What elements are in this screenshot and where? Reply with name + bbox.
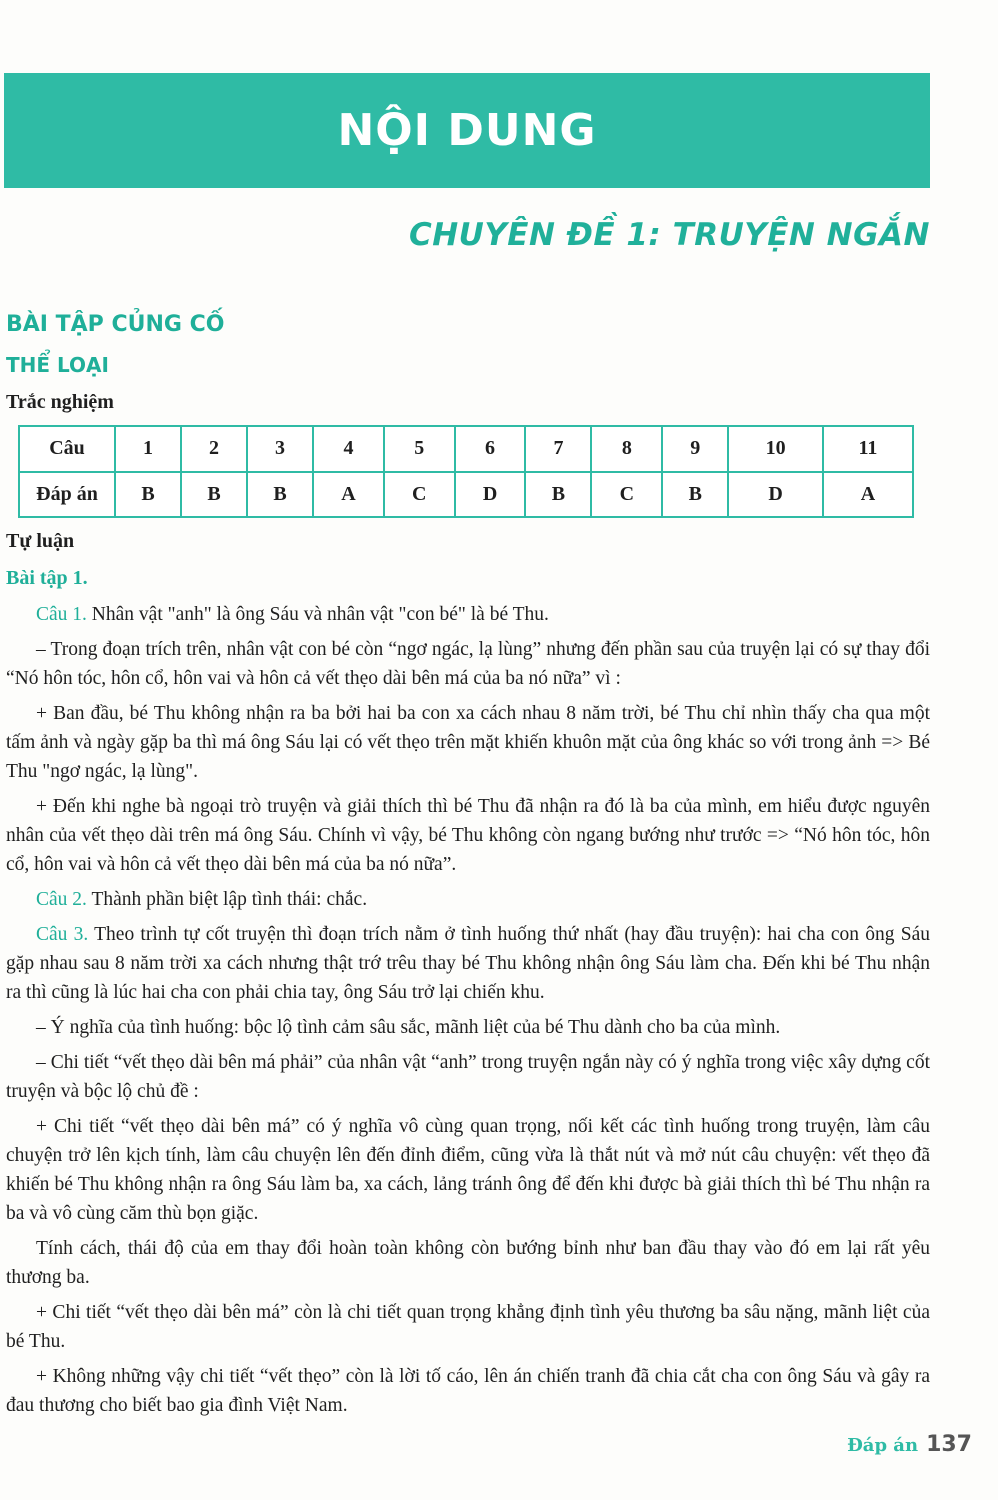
title-banner: [4, 73, 930, 188]
row-label-question: Câu: [19, 426, 115, 472]
question-cell: 5: [384, 426, 455, 472]
answer-cell: C: [591, 472, 662, 518]
question-label: Câu 1.: [36, 604, 87, 625]
paragraph: [6, 1234, 930, 1292]
paragraph-text: – Ý nghĩa của tình huống: bộc lộ tình cảm sâu sắc, mãnh liệt của bé Thu dành cho ba của mình.: [36, 1017, 781, 1038]
answer-cell: A: [823, 472, 913, 518]
question-cell: 8: [591, 426, 662, 472]
essay-heading: Tự luận: [6, 530, 75, 552]
answer-cell: B: [662, 472, 728, 518]
subsection-title: THỂ LOẠI: [6, 353, 109, 377]
paragraph: [6, 1048, 930, 1106]
paragraph-text: Tính cách, thái độ của em thay đổi hoàn toàn không còn bướng bỉnh như ban đầu thay vào đó em lại rất yêu thương ba.: [6, 1238, 930, 1288]
page-title: NỘI DUNG: [337, 105, 597, 156]
answer-body: [6, 600, 930, 1426]
paragraph-text: – Chi tiết “vết thẹo dài bên má phải” của nhân vật “anh” trong truyện ngắn này có ý nghĩa trong việc xây dựng cốt truyện và bộc lộ chủ đề :: [6, 1052, 930, 1102]
question-cell: 3: [247, 426, 313, 472]
question-label: Câu 2.: [36, 889, 87, 910]
question-label: Câu 3.: [36, 924, 89, 945]
row-label-answer: Đáp án: [19, 472, 115, 518]
answer-cell: B: [181, 472, 247, 518]
paragraph-text: + Không những vậy chi tiết “vết thẹo” còn là lời tố cáo, lên án chiến tranh đã chia cắt cha con ông Sáu và gây ra đau thương cho biết bao gia đình Việt Nam.: [6, 1366, 930, 1416]
paragraph-text: + Chi tiết “vết thẹo dài bên má” có ý nghĩa vô cùng quan trọng, nối kết các tình huống trong truyện, làm câu chuyện trở lên kịch tính, làm câu chuyện lên đến đỉnh điểm, cũng vừa là thắt nút và mở nút câu chuyện: vết thẹo đã khiến bé Thu không nhận ra ông Sáu làm ba, xa cách, lảng tránh ông để đến khi được bà giải thích thì bé Thu nhận ra ba và vô cùng căm thù bọn giặc.: [6, 1116, 930, 1224]
paragraph: [6, 792, 930, 879]
answer-cell: A: [313, 472, 384, 518]
paragraph-text: + Ban đầu, bé Thu không nhận ra ba bởi hai ba con xa cách nhau 8 năm trời, bé Thu chỉ nhìn thấy cha qua một tấm ảnh và ngày gặp ba thì má ông Sáu lại có vết thẹo trên mặt khiến khuôn mặt của ông khác so với trong ảnh => Bé Thu "ngơ ngác, lạ lùng".: [6, 703, 930, 782]
question-cell: 2: [181, 426, 247, 472]
paragraph: [6, 1362, 930, 1420]
paragraph: [6, 1298, 930, 1356]
paragraph-text: – Trong đoạn trích trên, nhân vật con bé còn “ngơ ngác, lạ lùng” nhưng đến phần sau của truyện lại có sự thay đổi “Nó hôn tóc, hôn cổ, hôn vai và hôn cả vết thẹo dài bên má của ba nó nữa” vì :: [6, 639, 930, 689]
page-number: 137: [926, 1432, 972, 1457]
paragraph: [6, 699, 930, 786]
question-row: [19, 426, 913, 472]
answer-cell: C: [384, 472, 455, 518]
paragraph: [6, 885, 930, 914]
paragraph-text: + Chi tiết “vết thẹo dài bên má” còn là chi tiết quan trọng khẳng định tình yêu thương ba sâu nặng, mãnh liệt của bé Thu.: [6, 1302, 930, 1352]
chapter-title: CHUYÊN ĐỀ 1: TRUYỆN NGẮN: [408, 217, 930, 253]
paragraph: [6, 1013, 930, 1042]
answer-table: [18, 425, 914, 518]
question-cell: 7: [525, 426, 591, 472]
paragraph: [6, 920, 930, 1007]
mc-heading: Trắc nghiệm: [6, 391, 114, 413]
section-title: BÀI TẬP CỦNG CỐ: [6, 312, 225, 337]
exercise-title: Bài tập 1.: [6, 567, 88, 589]
question-cell: 6: [455, 426, 526, 472]
answer-cell: D: [728, 472, 823, 518]
answer-cell: B: [115, 472, 181, 518]
paragraph-text: Theo trình tự cốt truyện thì đoạn trích nằm ở tình huống thứ nhất (hay đầu truyện): hai cha con ông Sáu gặp nhau sau 8 năm trời xa cách nhưng thật trớ trêu thay bé Thu không nhận ông Sáu làm cha. Đến khi bé Thu nhận ra thì cũng là lúc hai cha con phải chia tay, ông Sáu trở lại chiến khu.: [6, 924, 930, 1003]
paragraph-text: + Đến khi nghe bà ngoại trò truyện và giải thích thì bé Thu đã nhận ra đó là ba của mình, em hiểu được nguyên nhân của vết thẹo dài trên má ông Sáu. Chính vì vậy, bé Thu không còn ngang bướng như trước => “Nó hôn tóc, hôn cổ, hôn vai và hôn cả vết thẹo dài bên má của ba nó nữa”.: [6, 796, 930, 875]
page-footer: [847, 1432, 972, 1457]
answer-row: [19, 472, 913, 518]
paragraph-text: Thành phần biệt lập tình thái: chắc.: [86, 889, 368, 910]
answer-cell: B: [525, 472, 591, 518]
paragraph: [6, 635, 930, 693]
paragraph-text: Nhân vật "anh" là ông Sáu và nhân vật "con bé" là bé Thu.: [86, 604, 549, 625]
question-cell: 1: [115, 426, 181, 472]
footer-label: Đáp án: [847, 1435, 919, 1456]
question-cell: 11: [823, 426, 913, 472]
question-cell: 4: [313, 426, 384, 472]
paragraph: [6, 1112, 930, 1228]
question-cell: 9: [662, 426, 728, 472]
paragraph: [6, 600, 930, 629]
question-cell: 10: [728, 426, 823, 472]
answer-cell: D: [455, 472, 526, 518]
answer-cell: B: [247, 472, 313, 518]
